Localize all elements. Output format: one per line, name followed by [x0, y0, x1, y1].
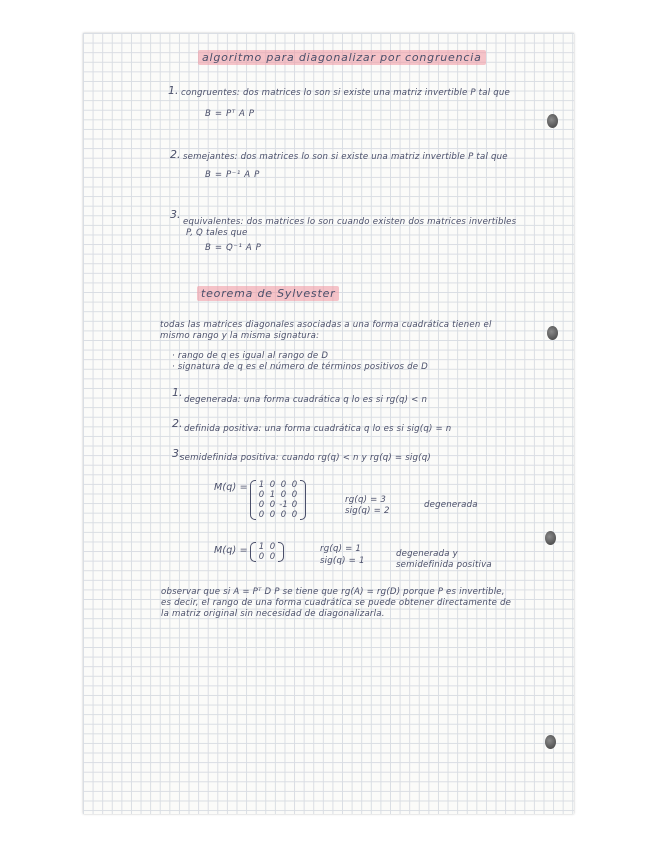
bracket-right — [278, 542, 284, 562]
rank-value: rg(q) = 3 — [345, 495, 387, 505]
signature-value: sig(q) = 2 — [345, 506, 390, 516]
def-text: semidefinida positiva: cuando rg(q) < n y rg(q) = sig(q) — [180, 453, 431, 463]
binder-hole — [545, 531, 556, 545]
binder-hole — [545, 735, 556, 749]
matrix-4x4: 1 0 0 0 0 1 0 0 0 0 -1 0 0 0 0 0 — [256, 480, 300, 520]
bullet-line: · rango de q es igual al rango de D — [172, 351, 329, 361]
bracket-left — [250, 542, 256, 562]
bullet-line: · signatura de q es el número de términos positivos de D — [172, 362, 428, 372]
bracket-left — [250, 480, 256, 520]
matrix-label: M(q) = — [214, 482, 248, 493]
intro-line: todas las matrices diagonales asociadas a una forma cuadrática tienen el — [160, 320, 492, 330]
page-title: algoritmo para diagonalizar por congruencia — [198, 50, 486, 65]
item-text-continued: P, Q tales que — [186, 228, 248, 238]
def-text: degenerada: una forma cuadrática q lo es si rg(q) < n — [184, 395, 428, 405]
item-text: equivalentes: dos matrices lo son cuando existen dos matrices invertibles — [183, 217, 517, 227]
def-text: definida positiva: una forma cuadrática q lo es si sig(q) = n — [184, 424, 452, 434]
item-text: congruentes: dos matrices lo son si existe una matriz invertible P tal que — [181, 88, 511, 98]
def-number: 2. — [172, 417, 183, 430]
item-number: 3. — [170, 208, 181, 221]
result-label: degenerada — [424, 500, 478, 510]
note-line: es decir, el rango de una forma cuadrática se puede obtener directamente de — [161, 598, 512, 608]
section-title: teorema de Sylvester — [197, 286, 339, 301]
intro-line: mismo rango y la misma signatura: — [160, 331, 320, 341]
def-number: 1. — [172, 386, 183, 399]
item-formula: B = Pᵀ A P — [205, 109, 255, 119]
item-text: semejantes: dos matrices lo son si existe una matriz invertible P tal que — [183, 152, 508, 162]
item-number: 2. — [170, 148, 181, 161]
def-number: 3. — [172, 447, 183, 460]
item-formula: B = P⁻¹ A P — [205, 170, 260, 180]
binder-hole — [547, 326, 558, 340]
note-line: observar que si A = Pᵀ D P se tiene que rg(A) = rg(D) porque P es invertible, — [161, 587, 505, 597]
note-line: la matriz original sin necesidad de diagonalizarla. — [161, 609, 385, 619]
rank-value: rg(q) = 1 — [320, 544, 362, 554]
result-label: semidefinida positiva — [396, 560, 492, 570]
matrix-label: M(q) = — [214, 545, 248, 556]
item-number: 1. — [168, 84, 179, 97]
matrix-2x2: 1 0 0 0 — [256, 542, 278, 562]
signature-value: sig(q) = 1 — [320, 556, 365, 566]
result-label: degenerada y — [396, 549, 458, 559]
item-formula: B = Q⁻¹ A P — [205, 243, 262, 253]
bracket-right — [300, 480, 306, 520]
binder-hole — [547, 114, 558, 128]
